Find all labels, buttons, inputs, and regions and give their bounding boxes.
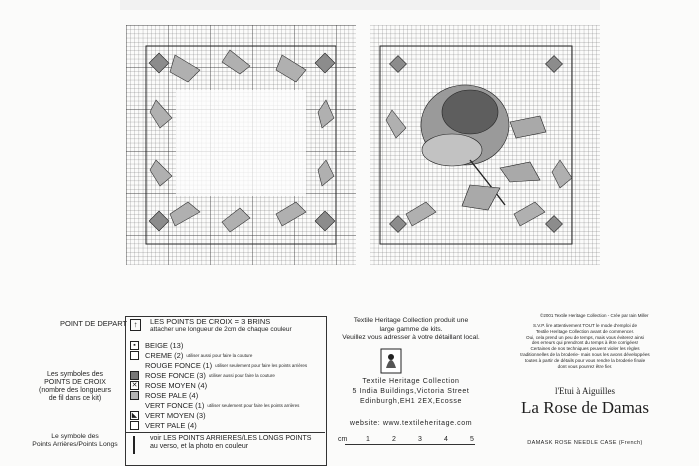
color-name: ROSE FONCE (3) xyxy=(145,370,206,380)
blank-symbol-icon xyxy=(130,351,139,360)
ruler-tick: 2 xyxy=(392,436,396,443)
cross-symbols-label xyxy=(30,371,120,403)
color-name: ROSE MOYEN (4) xyxy=(145,380,208,390)
ruler-tick: 5 xyxy=(470,436,474,443)
instruction-line: traditionnelles de la broderie- mais nous les avons développées xyxy=(520,351,650,357)
ruler-tick: 4 xyxy=(444,436,448,443)
start-point-label: POINT DE DEPART xyxy=(60,319,128,328)
color-name: BEIGE (13) xyxy=(145,340,184,350)
color-name: VERT FONCE (1) xyxy=(145,400,205,410)
color-row xyxy=(130,340,183,350)
color-name: CREME (2) xyxy=(145,350,184,360)
color-row xyxy=(130,380,207,390)
color-note: utiliser seulement pour faire les points arrières xyxy=(207,402,300,408)
subtitle: l'Etui à Aiguilles xyxy=(554,386,616,396)
footer: DAMASK ROSE NEEDLE CASE (French) xyxy=(527,440,643,446)
color-note: utiliser aussi pour faire la couture xyxy=(208,372,275,378)
instruction-line: Oui, cela prend un peu de temps, mais vous éviterez ainsi xyxy=(526,334,644,340)
strands-line2: attacher une longueur de 2cm de chaque couleur xyxy=(150,326,292,333)
cross-symbols-line: POINTS DE CROIX xyxy=(44,379,106,386)
company-logo-icon xyxy=(380,348,402,374)
cross-symbols-line: (nombre des longueurs xyxy=(39,387,111,394)
cross-symbols-line: Les symboles des xyxy=(46,371,104,378)
company-name: Textile Heritage Collection xyxy=(362,378,460,385)
instructions xyxy=(510,323,660,369)
instruction-line: des erreurs qui prendront du temps à être corrigées! xyxy=(531,340,639,346)
ruler-tick: 1 xyxy=(366,436,370,443)
color-name: ROSE PALE (4) xyxy=(145,390,199,400)
strands-line1: LES POINTS DE CROIX = 3 BRINS xyxy=(150,317,271,326)
ruler xyxy=(345,444,475,445)
company-website: website: www.textileheritage.com xyxy=(349,420,473,427)
intro-line: Textile Heritage Collection produit une xyxy=(353,317,469,324)
instruction-line: Textile Heritage Collection avant de commencer. xyxy=(535,328,635,334)
address-line: 5 India Buildings,Victoria Street xyxy=(352,388,470,395)
color-note: utiliser aussi pour faire la couture xyxy=(186,352,253,358)
company-intro xyxy=(326,317,496,343)
dot-symbol-icon: ▪ xyxy=(130,341,139,350)
cross-symbol-icon: ✕ xyxy=(131,381,138,389)
color-row xyxy=(145,400,299,410)
color-note: utiliser seulement pour faire les points arrières xyxy=(215,362,308,368)
copyright: ©2001 Textile Heritage Collection - Crée par Iain Miller xyxy=(540,313,649,318)
color-row xyxy=(130,420,197,430)
instruction-line: Certaines de nos techniques peuvent violer les règles xyxy=(530,346,640,352)
backstitch-label-line: Points Arrières/Points Longs xyxy=(32,441,118,448)
color-row xyxy=(130,350,252,360)
color-name: VERT PALE (4) xyxy=(145,420,197,430)
backstitch-note xyxy=(150,435,311,451)
backstitch-note-line: au verso, et la photo en couleur xyxy=(150,443,249,450)
triangle-symbol-icon: ◣ xyxy=(131,411,138,419)
blank-symbol-icon xyxy=(130,421,139,430)
color-row xyxy=(130,370,275,380)
instruction-line: S.V.P. lire attentivement TOUT le mode d'emploi de xyxy=(532,323,638,328)
instruction-line: toutes à partir de détails pour vous rendre la broderie finale xyxy=(524,357,646,363)
color-name: VERT MOYEN (3) xyxy=(145,410,206,420)
page-title: La Rose de Damas xyxy=(521,398,649,417)
dark-fill-symbol-icon xyxy=(130,371,139,380)
cross-symbols-line: de fil dans ce kit) xyxy=(48,395,102,402)
company-address xyxy=(326,377,496,407)
right-panel-chart xyxy=(370,25,600,265)
backstitch-note-line: voir LES POINTS ARRIERES/LES LONGS POINTS xyxy=(150,435,312,442)
ruler-unit: cm xyxy=(338,436,348,443)
color-row xyxy=(130,410,206,420)
ruler-tick: 3 xyxy=(418,436,422,443)
intro-line: Veuillez vous adresser à votre détaillant local. xyxy=(342,334,480,341)
left-panel-chart xyxy=(126,25,356,265)
color-name: ROUGE FONCE (1) xyxy=(145,360,213,370)
start-arrow-icon: ↑ xyxy=(130,319,141,331)
backstitch-symbol-label xyxy=(30,433,120,449)
legend-divider xyxy=(125,432,325,433)
backstitch-label-line: Le symbole des xyxy=(51,433,99,440)
color-row xyxy=(145,360,307,370)
mid-fill-symbol-icon xyxy=(130,391,139,400)
address-line: Edinburgh,EH1 2EX,Ecosse xyxy=(360,398,462,405)
instruction-line: dont vous pourrez être fier. xyxy=(557,363,613,369)
backstitch-symbol-icon xyxy=(133,436,135,454)
color-row xyxy=(130,390,198,400)
intro-line: large gamme de kits. xyxy=(379,325,443,333)
